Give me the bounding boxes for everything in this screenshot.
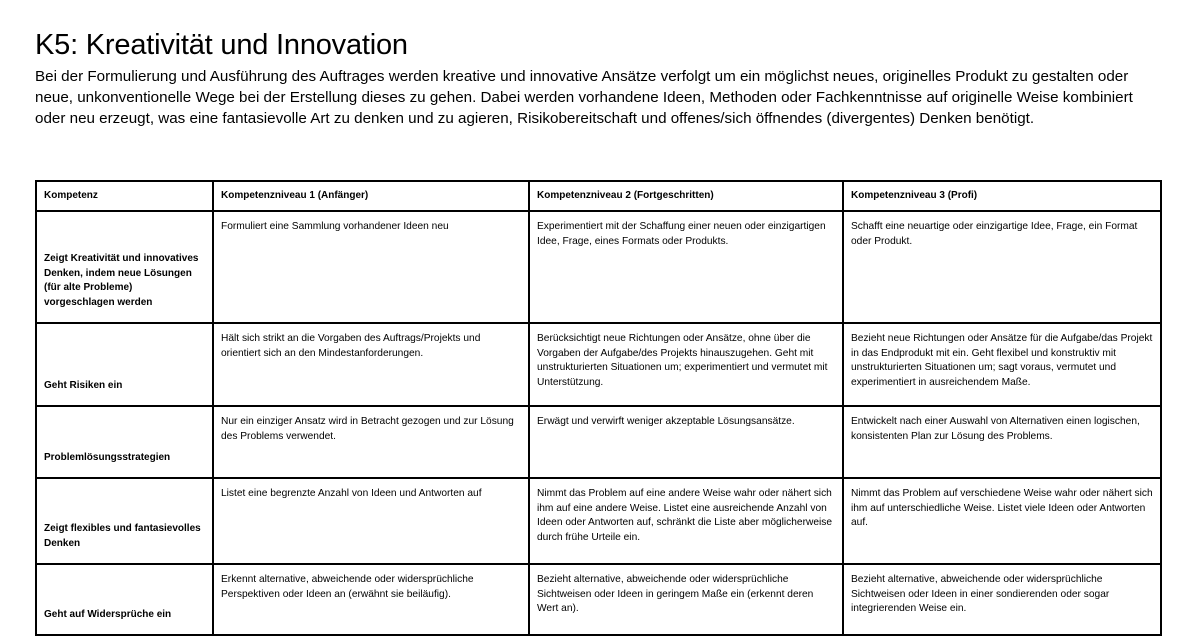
table-row [36,211,1161,323]
table-row [36,478,1161,564]
competency-cell: Geht Risiken ein [36,323,213,406]
competency-table [35,180,1162,636]
level-1-cell: Listet eine begrenzte Anzahl von Ideen und Antworten auf [213,478,529,564]
header-niveau-2: Kompetenzniveau 2 (Fortgeschritten) [529,181,843,211]
level-1-cell: Hält sich strikt an die Vorgaben des Auftrags/Projekts und orientiert sich an den Mindestanforderungen. [213,323,529,406]
table-row [36,406,1161,478]
header-niveau-3: Kompetenzniveau 3 (Profi) [843,181,1161,211]
level-2-cell: Bezieht alternative, abweichende oder widersprüchliche Sichtweisen oder Ideen in geringem Maße ein (erkennt deren Wert an). [529,564,843,635]
level-1-cell: Nur ein einziger Ansatz wird in Betracht gezogen und zur Lösung des Problems verwendet. [213,406,529,478]
level-3-cell: Entwickelt nach einer Auswahl von Alternativen einen logischen, konsistenten Plan zur Lösung des Problems. [843,406,1161,478]
level-3-cell: Bezieht alternative, abweichende oder widersprüchliche Sichtweisen oder Ideen in einer sondierenden oder sogar integrierenden Weise ein. [843,564,1161,635]
table-row [36,564,1161,635]
level-2-cell: Erwägt und verwirft weniger akzeptable Lösungsansätze. [529,406,843,478]
level-2-cell: Experimentiert mit der Schaffung einer neuen oder einzigartigen Idee, Frage, eines Formats oder Produkts. [529,211,843,323]
document-page [35,28,1165,620]
table-header-row [36,181,1161,211]
level-3-cell: Nimmt das Problem auf verschiedene Weise wahr oder nähert sich ihm auf unterschiedliche Weise. Listet viele Ideen oder Antworten auf. [843,478,1161,564]
level-1-cell: Erkennt alternative, abweichende oder widersprüchliche Perspektiven oder Ideen an (erwähnt sie beiläufig). [213,564,529,635]
header-kompetenz: Kompetenz [36,181,213,211]
level-1-cell: Formuliert eine Sammlung vorhandener Ideen neu [213,211,529,323]
table-row [36,323,1161,406]
competency-cell: Zeigt Kreativität und innovatives Denken, indem neue Lösungen (für alte Probleme) vorgeschlagen werden [36,211,213,323]
level-2-cell: Berücksichtigt neue Richtungen oder Ansätze, ohne über die Vorgaben der Aufgabe/des Projekts hinauszugehen. Geht mit unstrukturierten Situationen um; experimentiert und vermutet mit Unterstützung. [529,323,843,406]
header-niveau-1: Kompetenzniveau 1 (Anfänger) [213,181,529,211]
level-3-cell: Bezieht neue Richtungen oder Ansätze für die Aufgabe/das Projekt in das Endprodukt mit ein. Geht flexibel und konstruktiv mit unstrukturierten Situationen um; sagt voraus, vermutet und experimentiert in ausreichendem Maße. [843,323,1161,406]
level-2-cell: Nimmt das Problem auf eine andere Weise wahr oder nähert sich ihm auf eine andere Weise. Listet eine ausreichende Anzahl von Ideen oder Antworten auf, schränkt die Liste aber möglicherweise durch frühe Urteile ein. [529,478,843,564]
competency-cell: Problemlösungsstrategien [36,406,213,478]
level-3-cell: Schafft eine neuartige oder einzigartige Idee, Frage, ein Format oder Produkt. [843,211,1161,323]
competency-cell: Zeigt flexibles und fantasievolles Denken [36,478,213,564]
page-title: K5: Kreativität und Innovation [35,29,408,61]
intro-paragraph: Bei der Formulierung und Ausführung des Auftrages werden kreative und innovative Ansätze verfolgt um ein möglichst neues, originelles Produkt zu gestalten oder neue, unkonventionelle Wege bei der Erstellung dieses zu gehen. Dabei werden vorhandene Ideen, Methoden oder Fachkenntnisse auf originelle Weise kombiniert oder neu erzeugt, was eine fantasievolle Art zu denken und zu agieren, Risikobereitschaft und offenes/sich öffnendes (divergentes) Denken benötigt. [35,68,1133,127]
competency-cell: Geht auf Widersprüche ein [36,564,213,635]
